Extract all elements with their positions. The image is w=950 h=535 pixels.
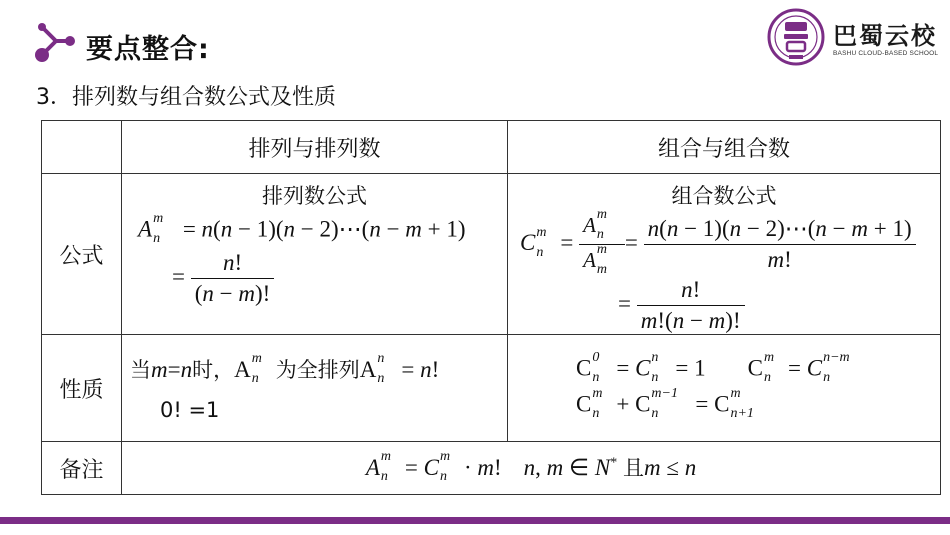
combination-property-line2: C m n + C m−1 n = C m n+1 bbox=[576, 386, 754, 421]
permutation-formula-title: 排列数公式 bbox=[262, 184, 367, 208]
permutation-property-line2: 0! =1 bbox=[160, 398, 220, 423]
permutation-property-line1: 当m=n时，A m n 为全排列A n n = n! bbox=[130, 351, 440, 387]
logo-subtitle: BASHU CLOUD-BASED SCHOOL bbox=[833, 50, 939, 57]
row-label-formula: 公式 bbox=[42, 174, 122, 335]
permutation-formula-line1: A m n = n(n − 1)(n − 2)⋯(n − m + 1) bbox=[138, 211, 466, 246]
logo-name: 巴蜀云校 bbox=[833, 21, 937, 50]
row-label-property: 性质 bbox=[42, 335, 122, 442]
table-header-row bbox=[42, 121, 941, 174]
bottom-accent-bar bbox=[0, 517, 950, 524]
combination-property-cell bbox=[508, 335, 941, 442]
combination-formula-cell bbox=[508, 174, 941, 335]
combination-property-line1: C 0 n = C n n = 1 C m n = C n−m n bbox=[576, 350, 850, 385]
col-header-combination: 组合与组合数 bbox=[508, 121, 941, 174]
corner-cell bbox=[42, 121, 122, 174]
section-heading: 3．排列数与组合数公式及性质 bbox=[36, 85, 336, 110]
combination-formula-line1: C m n = A m n A m m = $\frac{n(n - 1)(n - 2)\cdots(n - m + 1)}{m!}$ bbox=[508, 212, 940, 277]
permutation-formula-line2: = $\frac{n!}{(n - m)!}$ bbox=[122, 250, 507, 307]
table-row-property bbox=[42, 335, 941, 442]
molecule-icon bbox=[32, 22, 76, 64]
combination-formula-title: 组合数公式 bbox=[671, 184, 777, 208]
remark-cell bbox=[122, 442, 941, 495]
remark-formula: A m n = C m n · m! n, m ∈ N* 且m ≤ n bbox=[365, 449, 697, 485]
school-seal-icon bbox=[767, 8, 825, 66]
formula-table bbox=[41, 120, 941, 495]
combination-formula-line2: = $\frac{n!}{m!(n - m)!}$ bbox=[508, 277, 940, 334]
table-row-remark bbox=[42, 442, 941, 495]
permutation-property-cell bbox=[122, 335, 508, 442]
table-row-formula bbox=[42, 174, 941, 335]
slide-title: 要点整合: bbox=[86, 34, 210, 65]
school-logo bbox=[767, 8, 937, 66]
permutation-formula-cell bbox=[122, 174, 508, 335]
row-label-remark: 备注 bbox=[42, 442, 122, 495]
col-header-permutation: 排列与排列数 bbox=[122, 121, 508, 174]
